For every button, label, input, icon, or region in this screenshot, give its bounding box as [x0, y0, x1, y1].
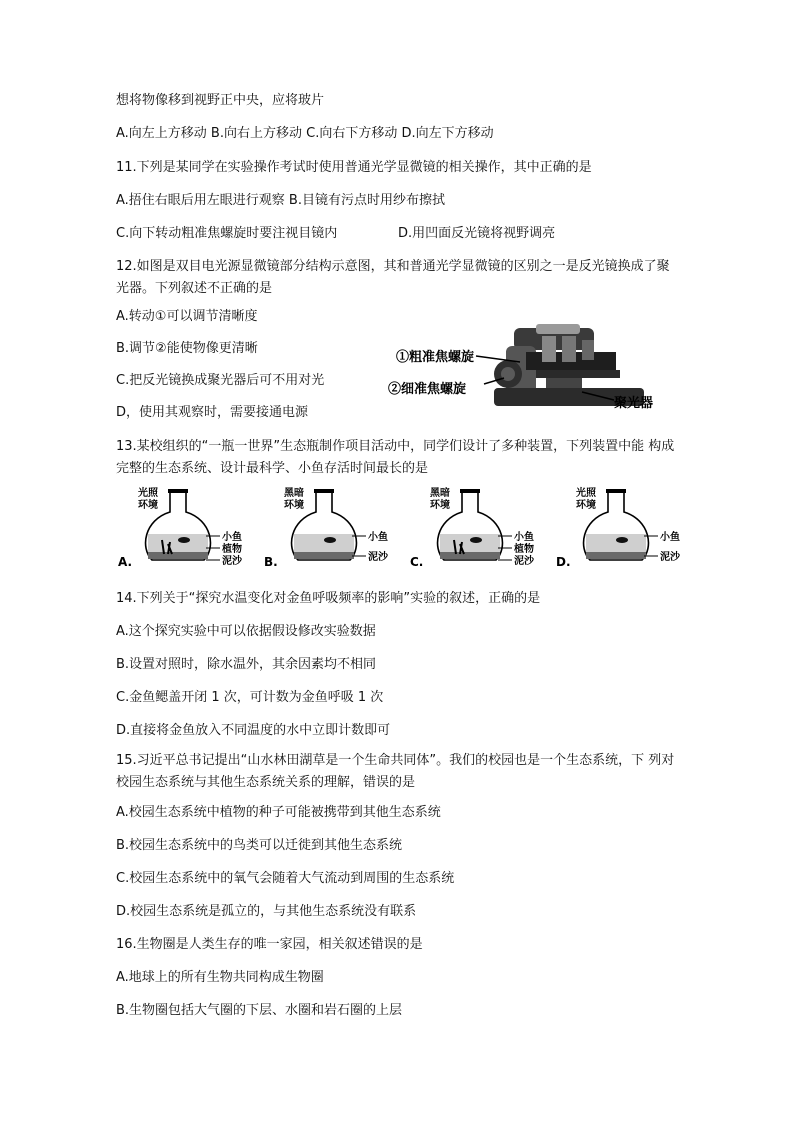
- q14-option-d: D.直接将金鱼放入不同温度的水中立即计数即可: [116, 723, 391, 738]
- bottle-cap: [168, 489, 188, 493]
- bottles-figure: [116, 486, 716, 574]
- q10-options: A.向左上方移动 B.向右上方移动 C.向右下方移动 D.向左下方移动: [116, 126, 494, 141]
- q14-option-c: C.金鱼鳃盖开闭 1 次，可计数为金鱼呼吸 1 次: [116, 690, 384, 705]
- fish-icon: [178, 537, 190, 543]
- q15-stem: 15.习近平总书记提出“山水林田湖草是一个生命共同体”。我们的校园也是一个生态系统，下 列对校园生态系统与其他生态系统关系的理解，错误的是: [116, 753, 675, 790]
- bottle-part-label: 小鱼: [222, 532, 242, 543]
- q12-option-b: B.调节②能使物像更清晰: [116, 341, 258, 356]
- bottle-cap: [314, 489, 334, 493]
- coarse-focus-label: ①粗准焦螺旋: [396, 350, 475, 365]
- q11-option-d: D.用凹面反光镜将视野调亮: [398, 226, 556, 241]
- bottle-part-label: 泥沙: [222, 556, 242, 567]
- q10-stem-continuation: 想将物像移到视野正中央，应将玻片: [116, 93, 325, 108]
- q15-option-b: B.校园生态系统中的鸟类可以迁徙到其他生态系统: [116, 838, 403, 853]
- bottle-part-label: 小鱼: [368, 532, 388, 543]
- bottle-sand: [586, 552, 646, 559]
- condenser-label: 聚光器: [614, 396, 654, 411]
- q14-option-a: A.这个探究实验中可以依据假设修改实验数据: [116, 624, 376, 639]
- q12-option-a: A.转动①可以调节清晰度: [116, 309, 258, 324]
- bottle-part-label: 泥沙: [660, 552, 680, 563]
- q12-stem: 12.如图是双目电光源显微镜部分结构示意图，其和普通光学显微镜的区别之一是反光镜换成了聚光器。下列叙述不正确的是: [116, 259, 670, 296]
- fine-focus-label: ②细准焦螺旋: [388, 382, 467, 397]
- bottle-sand: [148, 552, 208, 559]
- bottle-env-label: 黑暗: [430, 488, 450, 499]
- bottle-option-letter: C.: [410, 555, 424, 569]
- bottle-part-label: 植物: [222, 544, 242, 555]
- q12-option-c: C.把反光镜换成聚光器后可不用对光: [116, 373, 325, 388]
- bottle-env-label: 环境: [138, 500, 158, 511]
- bottle-part-label: 泥沙: [514, 556, 534, 567]
- bottle-cap: [460, 489, 480, 493]
- q16-option-b: B.生物圈包括大气圈的下层、水圈和岩石圈的上层: [116, 1003, 403, 1018]
- bottle-env-label: 光照: [576, 488, 596, 499]
- q13-stem: 13.某校组织的“一瓶一世界”生态瓶制作项目活动中，同学们设计了多种装置，下列装置中能 构成完整的生态系统、设计最科学、小鱼存活时间最长的是: [116, 439, 675, 476]
- q11-options-ab: A.捂住右眼后用左眼进行观察 B.目镜有污点时用纱布擦拭: [116, 193, 445, 208]
- bottles-illustration: [116, 486, 716, 574]
- bottle-part-label: 小鱼: [514, 532, 534, 543]
- q12-option-d: D，使用其观察时，需要接通电源: [116, 405, 309, 420]
- q15-option-a: A.校园生态系统中植物的种子可能被携带到其他生态系统: [116, 805, 441, 820]
- fish-icon: [324, 537, 336, 543]
- bottle-sand: [294, 552, 354, 559]
- bottle-sand: [440, 552, 500, 559]
- q16-option-a: A.地球上的所有生物共同构成生物圈: [116, 970, 324, 985]
- bottle-env-label: 环境: [576, 500, 596, 511]
- microscope-figure: [386, 322, 676, 414]
- q11-option-c: C.向下转动粗准焦螺旋时要注视目镜内: [116, 226, 338, 241]
- q14-option-b: B.设置对照时，除水温外，其余因素均不相同: [116, 657, 377, 672]
- bottle-cap: [606, 489, 626, 493]
- fish-icon: [616, 537, 628, 543]
- bottle-part-label: 小鱼: [660, 532, 680, 543]
- q16-stem: 16.生物圈是人类生存的唯一家园，相关叙述错误的是: [116, 937, 423, 952]
- bottle-env-label: 环境: [430, 500, 450, 511]
- q14-stem: 14.下列关于“探究水温变化对金鱼呼吸频率的影响”实验的叙述，正确的是: [116, 591, 541, 606]
- bottle-option-letter: A.: [118, 555, 133, 569]
- bottle-option-letter: B.: [264, 555, 278, 569]
- bottle-env-label: 环境: [284, 500, 304, 511]
- bottle-option-letter: D.: [556, 555, 571, 569]
- fish-icon: [470, 537, 482, 543]
- bottle-part-label: 泥沙: [368, 552, 388, 563]
- q11-stem: 11.下列是某同学在实验操作考试时使用普通光学显微镜的相关操作，其中正确的是: [116, 160, 592, 175]
- bottle-env-label: 黑暗: [284, 488, 304, 499]
- bottle-env-label: 光照: [138, 488, 158, 499]
- q15-option-c: C.校园生态系统中的氧气会随着大气流动到周围的生态系统: [116, 871, 455, 886]
- q15-option-d: D.校园生态系统是孤立的，与其他生态系统没有联系: [116, 904, 417, 919]
- bottle-part-label: 植物: [514, 544, 534, 555]
